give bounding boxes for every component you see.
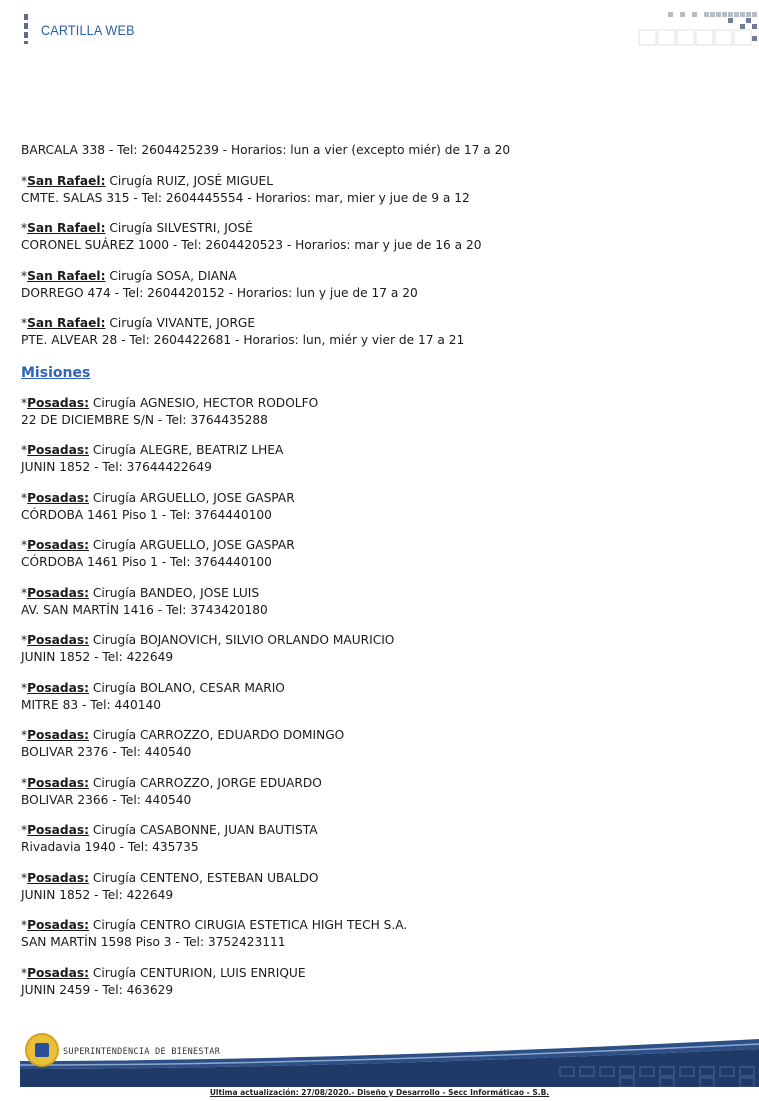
- entry-heading: *Posadas: Cirugía CARROZZO, JORGE EDUARDO: [21, 775, 322, 790]
- list-item: [21, 680, 741, 714]
- entry-city: Posadas:: [27, 775, 89, 790]
- entry-city: San Rafael:: [27, 221, 106, 235]
- entry-address: JUNIN 2459 - Tel: 463629: [21, 982, 174, 997]
- list-item: [21, 585, 741, 619]
- continued-entry-address: BARCALA 338 - Tel: 2604425239 - Horarios: lun a vier (excepto miér) de 17 a 20: [21, 143, 511, 157]
- entry-address: CMTE. SALAS 315 - Tel: 2604445554 - Horarios: mar, mier y jue de 9 a 12: [21, 190, 470, 205]
- header-accent-bar: [24, 14, 28, 44]
- list-item: [21, 965, 741, 999]
- entry-city: Posadas:: [27, 918, 89, 932]
- posadas-list: [21, 395, 741, 999]
- institution-seal-icon: [25, 1033, 59, 1067]
- san-rafael-list: [21, 173, 741, 350]
- entry-provider: Cirugía VIVANTE, JORGE: [109, 316, 256, 330]
- entry-city: Posadas:: [27, 870, 89, 885]
- header-grid-decoration: [636, 12, 759, 48]
- entry-provider: Cirugía SILVESTRI, JOSÉ: [109, 221, 253, 235]
- entry-heading: *Posadas: Cirugía AGNESIO, HECTOR RODOLFO: [21, 395, 319, 410]
- entry-address: DORREGO 474 - Tel: 2604420152 - Horarios: lun y jue de 17 a 20: [21, 285, 418, 300]
- entry-address: AV. SAN MARTÍN 1416 - Tel: 3743420180: [21, 602, 268, 617]
- entry-provider: Cirugía CENTRO CIRUGIA ESTETICA HIGH TECH S.A.: [92, 918, 408, 932]
- entry-heading: *San Rafael: Cirugía SILVESTRI, JOSÉ: [21, 221, 253, 235]
- section-title-misiones: Misiones: [21, 364, 91, 381]
- entry-address: JUNIN 1852 - Tel: 37644422649: [21, 460, 212, 474]
- entry-city: Posadas:: [27, 443, 89, 457]
- entry-provider: Cirugía CARROZZO, EDUARDO DOMINGO: [92, 728, 345, 742]
- entry-city: Posadas:: [27, 728, 89, 742]
- list-item: [21, 917, 741, 951]
- entry-address: CÓRDOBA 1461 Piso 1 - Tel: 3764440100: [21, 555, 272, 569]
- entry-provider: Cirugía CENTENO, ESTEBAN UBALDO: [92, 870, 319, 885]
- footer-org-name: SUPERINTENDENCIA DE BIENESTAR: [63, 1047, 221, 1057]
- entry-city: Posadas:: [27, 823, 89, 837]
- list-item: [21, 632, 741, 666]
- list-item: [21, 537, 741, 571]
- entry-heading: *Posadas: Cirugía ALEGRE, BEATRIZ LHEA: [21, 443, 284, 457]
- entry-heading: *Posadas: Cirugía ARGUELLO, JOSE GASPAR: [21, 490, 295, 505]
- entry-city: Posadas:: [27, 965, 89, 980]
- entry-heading: *San Rafael: Cirugía SOSA, DIANA: [21, 268, 237, 283]
- footer-update-line: Ultima actualización: 27/08/2020.- Diseño y Desarrollo - Secc Informáticao - S.B.: [209, 1088, 550, 1097]
- entry-address: SAN MARTÍN 1598 Piso 3 - Tel: 3752423111: [21, 935, 286, 949]
- entry-heading: *Posadas: Cirugía CENTENO, ESTEBAN UBALDO: [21, 870, 319, 885]
- entry-provider: Cirugía CARROZZO, JORGE EDUARDO: [92, 775, 322, 790]
- list-item: [21, 220, 741, 254]
- entry-provider: Cirugía BOLANO, CESAR MARIO: [92, 680, 285, 695]
- entry-provider: Cirugía CENTURION, LUIS ENRIQUE: [92, 965, 306, 980]
- entry-address: JUNIN 1852 - Tel: 422649: [21, 887, 174, 902]
- entry-address: 22 DE DICIEMBRE S/N - Tel: 3764435288: [21, 412, 268, 427]
- entry-heading: *Posadas: Cirugía BOLANO, CESAR MARIO: [21, 680, 285, 695]
- entry-heading: *San Rafael: Cirugía VIVANTE, JORGE: [21, 316, 256, 330]
- entry-heading: *Posadas: Cirugía BANDEO, JOSE LUIS: [21, 585, 260, 600]
- list-item: [21, 822, 741, 856]
- entry-provider: Cirugía SOSA, DIANA: [109, 268, 237, 283]
- listing-content: [21, 142, 741, 1012]
- entry-address: JUNIN 1852 - Tel: 422649: [21, 650, 174, 664]
- entry-provider: Cirugía BANDEO, JOSE LUIS: [92, 585, 260, 600]
- entry-city: Posadas:: [27, 538, 89, 552]
- entry-address: Rivadavia 1940 - Tel: 435735: [21, 840, 199, 854]
- list-item: [21, 442, 741, 476]
- entry-provider: Cirugía RUIZ, JOSÉ MIGUEL: [109, 173, 273, 188]
- entry-provider: Cirugía ARGUELLO, JOSE GASPAR: [92, 538, 295, 552]
- entry-heading: *Posadas: Cirugía CENTRO CIRUGIA ESTETICA HIGH TECH S.A.: [21, 918, 408, 932]
- page-title: CARTILLA WEB: [41, 22, 135, 38]
- entry-city: San Rafael:: [27, 173, 106, 188]
- entry-city: Posadas:: [27, 633, 89, 647]
- entry-heading: *Posadas: Cirugía CARROZZO, EDUARDO DOMINGO: [21, 728, 345, 742]
- entry-city: San Rafael:: [27, 316, 106, 330]
- list-item: [21, 727, 741, 761]
- entry-provider: Cirugía BOJANOVICH, SILVIO ORLANDO MAURICIO: [92, 633, 395, 647]
- entry-address: MITRE 83 - Tel: 440140: [21, 697, 162, 712]
- list-item: [21, 173, 741, 207]
- entry-city: Posadas:: [27, 585, 89, 600]
- list-item: [21, 395, 741, 429]
- entry-provider: Cirugía ALEGRE, BEATRIZ LHEA: [92, 443, 284, 457]
- list-item: [21, 268, 741, 302]
- list-item: [21, 490, 741, 524]
- entry-address: PTE. ALVEAR 28 - Tel: 2604422681 - Horarios: lun, miér y vier de 17 a 21: [21, 333, 465, 347]
- entry-city: Posadas:: [27, 395, 89, 410]
- list-item: [21, 775, 741, 809]
- entry-provider: Cirugía ARGUELLO, JOSE GASPAR: [92, 490, 295, 505]
- page-footer: [0, 1025, 759, 1101]
- entry-address: BOLIVAR 2376 - Tel: 440540: [21, 745, 192, 759]
- entry-city: Posadas:: [27, 490, 89, 505]
- page-header: [0, 0, 759, 60]
- entry-address: BOLIVAR 2366 - Tel: 440540: [21, 792, 192, 807]
- entry-heading: *San Rafael: Cirugía RUIZ, JOSÉ MIGUEL: [21, 173, 273, 188]
- entry-heading: *Posadas: Cirugía CASABONNE, JUAN BAUTISTA: [21, 823, 318, 837]
- entry-city: San Rafael:: [27, 268, 106, 283]
- list-item: [21, 870, 741, 904]
- entry-provider: Cirugía AGNESIO, HECTOR RODOLFO: [92, 395, 319, 410]
- list-item: [21, 315, 741, 349]
- entry-heading: *Posadas: Cirugía ARGUELLO, JOSE GASPAR: [21, 538, 295, 552]
- entry-city: Posadas:: [27, 680, 89, 695]
- entry-address: CÓRDOBA 1461 Piso 1 - Tel: 3764440100: [21, 507, 272, 522]
- entry-provider: Cirugía CASABONNE, JUAN BAUTISTA: [92, 823, 318, 837]
- entry-heading: *Posadas: Cirugía CENTURION, LUIS ENRIQUE: [21, 965, 306, 980]
- entry-heading: *Posadas: Cirugía BOJANOVICH, SILVIO ORLANDO MAURICIO: [21, 633, 395, 647]
- entry-address: CORONEL SUÁREZ 1000 - Tel: 2604420523 - Horarios: mar y jue de 16 a 20: [21, 238, 482, 252]
